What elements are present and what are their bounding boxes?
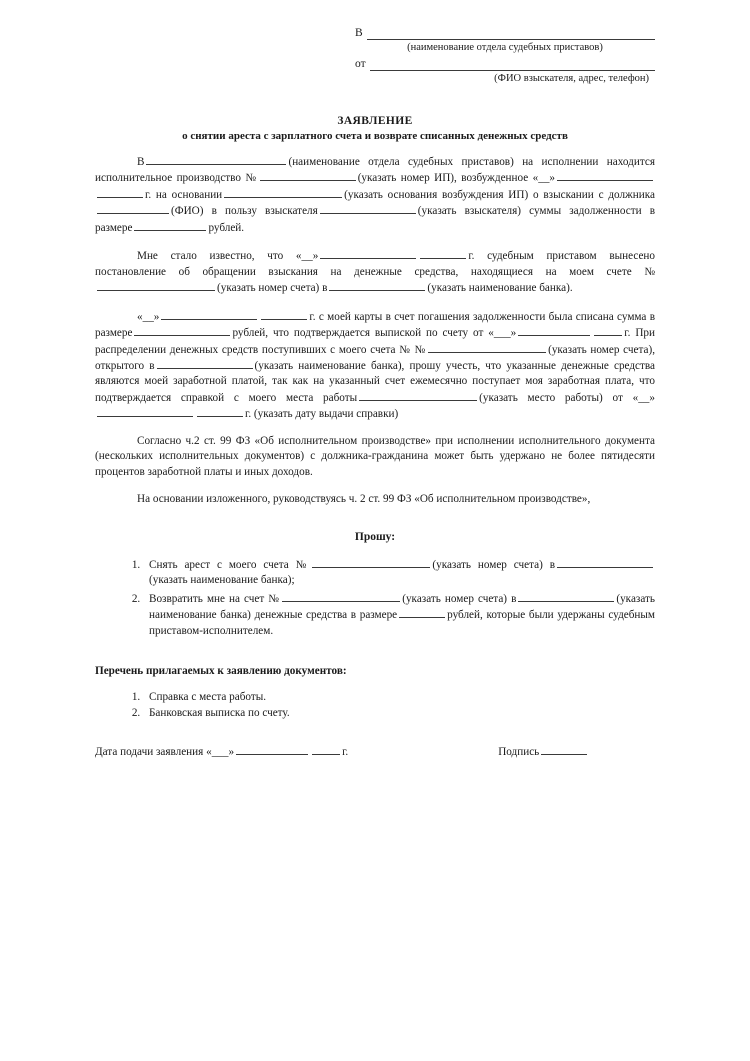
paragraph-legal-basis: [95, 492, 655, 507]
paragraph-seizure-notice: [95, 248, 655, 296]
attachments-heading: Перечень прилагаемых к заявлению документов:: [95, 665, 347, 678]
submission-date-group: [95, 744, 348, 758]
addressee-from-blank[interactable]: [370, 59, 655, 71]
p2-text-2: г. судебным приставом вынесено постановление об обращении взыскания на денежные средства, находящиеся на моем счете №: [95, 250, 655, 278]
p3-text-4: г.: [624, 327, 631, 340]
title-block: [95, 115, 655, 142]
blank-claimant-name[interactable]: [320, 203, 416, 214]
paragraph-case-details: [95, 154, 655, 236]
p1-text-8: рублей.: [208, 221, 245, 234]
document-body: [95, 0, 655, 758]
req2-text-2: (указать номер счета) в: [402, 592, 517, 605]
blank-return-account-number[interactable]: [282, 591, 400, 602]
blank-workplace[interactable]: [359, 390, 477, 401]
blank-lift-account-number[interactable]: [312, 557, 430, 568]
p3-text-7: (указать наименование банка), прошу учесть, что указанные денежные средства являются моей заработной платой, так как на указанный счет ежемесячно поступает моя заработная плата, что подтверждается справкой с моего места работы: [95, 359, 656, 404]
p1-text-2: (наименование отдела судебных приставов) на исполнении находится исполнительное производство №: [95, 156, 655, 185]
addressee-header: [355, 26, 655, 87]
req1-text-3: (указать наименование банка);: [149, 574, 295, 587]
p2-text-4: (указать наименование банка).: [427, 282, 573, 295]
blank-decree-year[interactable]: [420, 248, 466, 259]
blank-statement-year[interactable]: [594, 325, 622, 336]
blank-debtor-name[interactable]: [97, 203, 169, 214]
addressee-to-prefix: В: [355, 27, 363, 39]
request-heading: Прошу:: [354, 530, 396, 543]
attachments-list: [95, 689, 655, 721]
blank-lift-account-bank[interactable]: [557, 557, 653, 568]
p3-text-8: (указать место работы) от «__»: [479, 391, 655, 404]
blank-debited-amount[interactable]: [134, 325, 230, 336]
blank-submission-month[interactable]: [236, 744, 308, 755]
blank-debt-amount[interactable]: [134, 220, 206, 231]
blank-case-date[interactable]: [557, 170, 653, 181]
p3-text-5: При распределении денежных средств поступивших с моего счета № №: [95, 327, 655, 356]
blank-seized-account-bank[interactable]: [329, 280, 425, 291]
addressee-from-row: [355, 57, 655, 71]
addressee-from-prefix: от: [355, 57, 366, 70]
p1-text-7: (указать взыскателя) суммы задолженности в размере: [95, 205, 655, 234]
p2-text-3: (указать номер счета) в: [217, 282, 328, 295]
p3-text-6: (указать номер счета), открытого в: [95, 343, 655, 372]
paragraph-debited-funds: [95, 309, 655, 423]
p1-text-6: (ФИО) в пользу взыскателя: [171, 205, 318, 218]
blank-statement-month[interactable]: [518, 325, 590, 336]
blank-decree-month[interactable]: [320, 248, 416, 259]
document-subtitle: о снятии ареста с зарплатного счета и возврате списанных денежных средств: [182, 130, 568, 142]
p3-text-9: г. (указать дату выдачи справки): [245, 408, 399, 421]
blank-certificate-year[interactable]: [197, 406, 243, 417]
p3-text-2: г. с моей карты в счет погашения задолженности была списана сумма в размере: [95, 310, 655, 340]
blank-signature[interactable]: [541, 744, 587, 755]
req2-text-3: (указать наименование банка) денежные средства в размере: [149, 592, 655, 622]
blank-submission-year[interactable]: [312, 744, 340, 755]
blank-salary-account-bank[interactable]: [157, 358, 253, 369]
blank-case-number[interactable]: [260, 170, 356, 181]
blank-debit-month[interactable]: [161, 309, 257, 320]
submission-date-label: Дата подачи заявления «___»: [95, 745, 235, 758]
req1-text-1: Снять арест с моего счета №: [149, 558, 311, 571]
p3-text-3: рублей, что подтверждается выпиской по счету от «___»: [232, 327, 517, 340]
attachment-item: 2. Банковская выписка по счету.: [143, 705, 655, 721]
blank-case-basis[interactable]: [224, 187, 342, 198]
attachment-item: 1. Справка с места работы.: [143, 689, 655, 705]
blank-debit-year[interactable]: [261, 309, 307, 320]
p3-text-1: «__»: [137, 310, 160, 323]
p5-text: На основании изложенного, руководствуясь ч. 2 ст. 99 ФЗ «Об исполнительном производстве»,: [137, 492, 591, 505]
blank-bailiff-department[interactable]: [146, 154, 286, 165]
blank-return-account-bank[interactable]: [518, 591, 614, 602]
addressee-to-caption: (наименование отдела судебных приставов): [407, 42, 603, 54]
blank-salary-account-number[interactable]: [428, 342, 546, 353]
blank-case-year[interactable]: [97, 187, 143, 198]
p1-text-3: (указать номер ИП), возбужденное «__»: [357, 172, 556, 185]
req2-text-1: Возвратить мне на счет №: [149, 592, 281, 605]
blank-return-amount[interactable]: [399, 607, 445, 618]
req2-text-4: рублей, которые были удержаны судебным приставом-исполнителем.: [149, 609, 655, 637]
request-list: [95, 557, 655, 639]
addressee-to-row: [355, 26, 655, 40]
addressee-from-caption: (ФИО взыскателя, адрес, телефон): [494, 72, 649, 84]
signature-group: [498, 744, 589, 758]
footer-row: [95, 744, 655, 758]
p4-text: Согласно ч.2 ст. 99 ФЗ «Об исполнительном производстве» при исполнении исполнительного документа (нескольких исполнительных документов) с должника-гражданина может быть удержано не более пятидесяти процентов заработной платы и иных доходов.: [95, 434, 655, 478]
document-title: ЗАЯВЛЕНИЕ: [337, 115, 413, 127]
p1-text-1: В: [137, 156, 145, 168]
p2-text-1: Мне стало известно, что «__»: [137, 250, 319, 263]
signature-label: Подпись: [498, 745, 540, 758]
p1-text-4: г. на основании: [145, 188, 223, 201]
blank-seized-account-number[interactable]: [97, 280, 215, 291]
paragraph-law-citation: [95, 434, 655, 480]
submission-year-suffix: г.: [342, 745, 349, 758]
req1-text-2: (указать номер счета) в: [432, 558, 555, 571]
addressee-to-blank[interactable]: [367, 28, 655, 40]
request-item-return-funds: [143, 591, 655, 639]
p1-text-5: (указать основания возбуждения ИП) о взыскании с должника: [344, 188, 655, 201]
request-item-lift-seizure: [143, 557, 655, 589]
blank-certificate-month[interactable]: [97, 406, 193, 417]
